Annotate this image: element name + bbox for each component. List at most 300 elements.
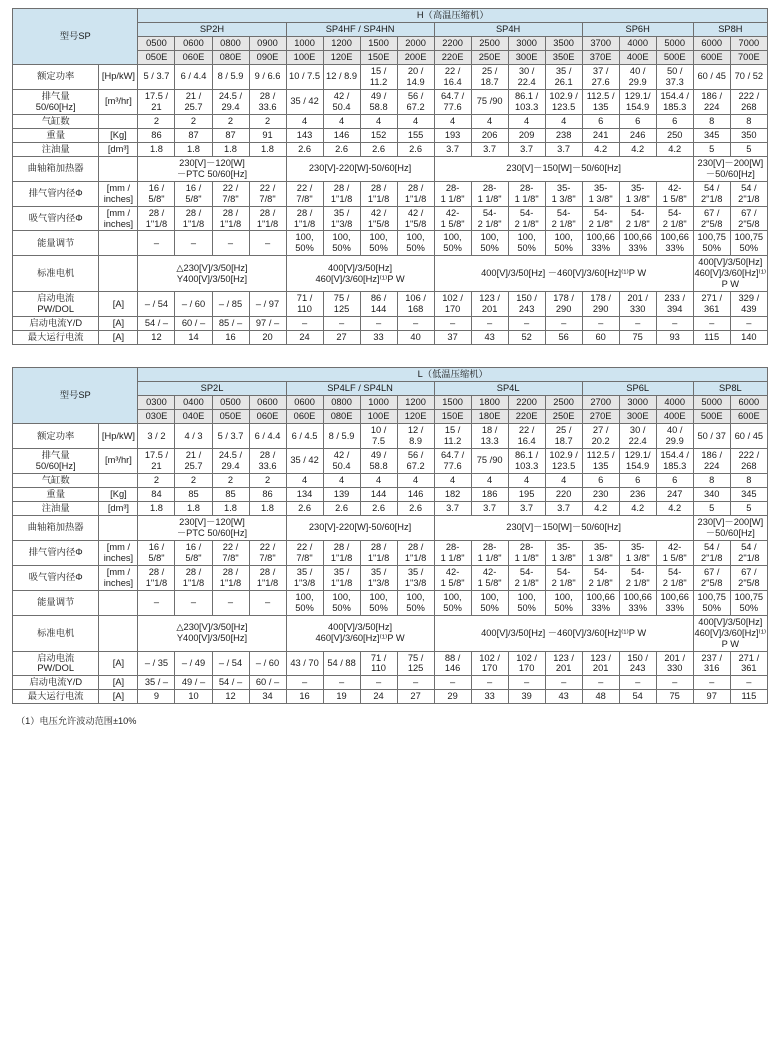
suction-pipe-value: 35 / 1"3/8	[360, 565, 397, 590]
weight-value: 186	[471, 487, 508, 501]
max-running-current-value: 43	[471, 331, 508, 345]
rated-power-value: 10 / 7.5	[286, 64, 323, 89]
row-label-suction-pipe: 吸气管内径Φ	[13, 565, 99, 590]
cylinders-value: 6	[582, 114, 619, 128]
discharge-pipe-value: 42- 1 5/8"	[656, 540, 693, 565]
max-running-current-value: 19	[323, 690, 360, 704]
capacity-control-value: 100,66 33%	[656, 590, 693, 615]
starting-current-yd-value: 54 / –	[138, 317, 175, 331]
discharge-pipe-value: 28 / 1"1/8	[360, 181, 397, 206]
cylinders-value: 4	[545, 473, 582, 487]
row-label-rated-power: 额定功率	[13, 64, 99, 89]
rated-power-value: 40 / 29.9	[656, 424, 693, 449]
model-code-bottom: 300E	[619, 410, 656, 424]
rated-power-value: 40 / 29.9	[619, 64, 656, 89]
weight-value: 238	[545, 128, 582, 142]
capacity-control-value: 100, 50%	[286, 231, 323, 256]
model-code-bottom: 270E	[582, 410, 619, 424]
model-code-bottom: 700E	[730, 50, 767, 64]
row-standard-motor	[13, 256, 768, 292]
starting-current-yd-value: –	[360, 317, 397, 331]
row-label-max-running-current: 最大运行电流	[13, 690, 99, 704]
table-h-body	[13, 9, 768, 345]
row-unit-a: [A]	[99, 651, 138, 676]
starting-current-yd-value: –	[545, 317, 582, 331]
starting-current-pw-value: 123 / 201	[471, 292, 508, 317]
model-header-cell: 型号SP	[13, 9, 138, 65]
starting-current-yd-value: 49 / –	[175, 676, 212, 690]
starting-current-pw-value: 88 / 146	[434, 651, 471, 676]
discharge-pipe-value: 22 / 7/8"	[249, 181, 286, 206]
starting-current-yd-value: –	[286, 676, 323, 690]
starting-current-yd-value: –	[730, 676, 767, 690]
cylinders-value: 4	[508, 473, 545, 487]
discharge-pipe-value: 28- 1 1/8"	[471, 540, 508, 565]
discharge-pipe-value: 28- 1 1/8"	[434, 181, 471, 206]
displacement-value: 112.5 / 135	[582, 449, 619, 474]
starting-current-pw-value: 54 / 88	[323, 651, 360, 676]
row-label-cylinders: 气缸数	[13, 114, 99, 128]
row-suction-pipe	[13, 565, 768, 590]
row-label-crankcase-heater: 曲轴箱加热器	[13, 156, 99, 181]
model-code-bottom: 100E	[360, 410, 397, 424]
starting-current-yd-value: –	[508, 317, 545, 331]
model-code-top: 2500	[545, 396, 582, 410]
capacity-control-value: 100, 50%	[397, 590, 434, 615]
starting-current-pw-value: 102 / 170	[508, 651, 545, 676]
displacement-value: 186 / 224	[693, 89, 730, 114]
model-code-bottom: 500E	[656, 50, 693, 64]
model-code-bottom: 600E	[730, 410, 767, 424]
row-unit-hpkw: [Hp/kW]	[99, 424, 138, 449]
capacity-control-value: 100, 50%	[545, 590, 582, 615]
starting-current-yd-value: –	[397, 676, 434, 690]
row-label-displacement-line1: 排气量	[41, 450, 70, 460]
weight-value: 345	[730, 487, 767, 501]
row-label-weight: 重量	[13, 128, 99, 142]
model-code-bottom: 500E	[693, 410, 730, 424]
oil-charge-value: 1.8	[138, 501, 175, 515]
row-label-suction-pipe: 吸气管内径Φ	[13, 206, 99, 231]
rated-power-value: 12 / 8.9	[397, 424, 434, 449]
model-code-top: 0800	[212, 36, 249, 50]
suction-pipe-value: 67 / 2"5/8	[693, 565, 730, 590]
weight-value: 350	[730, 128, 767, 142]
suction-pipe-value: 54- 2 1/8"	[582, 565, 619, 590]
row-rated-power	[13, 424, 768, 449]
model-code-top: 0500	[138, 36, 175, 50]
cylinders-value: 8	[730, 114, 767, 128]
oil-charge-value: 2.6	[286, 142, 323, 156]
cylinders-value: 6	[582, 473, 619, 487]
row-cylinders	[13, 473, 768, 487]
row-discharge-pipe	[13, 181, 768, 206]
standard-motor-value: △230[V]/3/50[Hz] Y400[V]/3/50[Hz]	[138, 615, 286, 651]
unit-mm-line2: inches]	[103, 193, 134, 204]
oil-charge-value: 5	[730, 142, 767, 156]
model-code-top: 2000	[397, 36, 434, 50]
model-code-bottom: 050E	[212, 410, 249, 424]
row-unit-dm3: [dm³]	[99, 501, 138, 515]
capacity-control-value: 100,75 50%	[730, 590, 767, 615]
displacement-value: 24.5 / 29.4	[212, 89, 249, 114]
discharge-pipe-value: 35- 1 3/8"	[545, 181, 582, 206]
cylinders-value: 4	[360, 114, 397, 128]
row-label-discharge-pipe: 排气管内径Φ	[13, 181, 99, 206]
weight-value: 195	[508, 487, 545, 501]
cylinders-value: 2	[249, 473, 286, 487]
row-standard-motor	[13, 615, 768, 651]
starting-current-pw-value: – / 60	[249, 651, 286, 676]
model-code-bottom: 080E	[212, 50, 249, 64]
suction-pipe-value: 54- 2 1/8"	[545, 565, 582, 590]
suction-pipe-value: 28 / 1"1/8	[212, 206, 249, 231]
starting-current-pw-value: – / 60	[175, 292, 212, 317]
starting-current-yd-value: –	[323, 676, 360, 690]
row-unit-mm-inches	[99, 181, 138, 206]
model-code-bottom: 120E	[323, 50, 360, 64]
rated-power-value: 5 / 3.7	[138, 64, 175, 89]
displacement-value: 186 / 224	[693, 449, 730, 474]
oil-charge-value: 4.2	[656, 142, 693, 156]
discharge-pipe-value: 16 / 5/8"	[138, 540, 175, 565]
oil-charge-value: 4.2	[582, 142, 619, 156]
capacity-control-value: 100, 50%	[323, 590, 360, 615]
rated-power-value: 6 / 4.5	[286, 424, 323, 449]
model-code-top: 2500	[471, 36, 508, 50]
cylinders-value: 6	[619, 473, 656, 487]
row-discharge-pipe	[13, 540, 768, 565]
row-unit-m3hr: [m³/hr]	[99, 89, 138, 114]
capacity-control-value: –	[138, 590, 175, 615]
oil-charge-value: 4.2	[656, 501, 693, 515]
family-header-sp4l: SP4L	[434, 382, 582, 396]
rated-power-value: 22 / 16.4	[434, 64, 471, 89]
suction-pipe-value: 28 / 1"1/8	[286, 206, 323, 231]
oil-charge-value: 1.8	[249, 501, 286, 515]
starting-current-pw-value: – / 85	[212, 292, 249, 317]
rated-power-value: 60 / 45	[693, 64, 730, 89]
suction-pipe-value: 35 / 1"1/8	[323, 565, 360, 590]
row-unit-dm3: [dm³]	[99, 142, 138, 156]
displacement-value: 112.5 / 135	[582, 89, 619, 114]
capacity-control-value: 100,66 33%	[582, 231, 619, 256]
max-running-current-value: 52	[508, 331, 545, 345]
weight-value: 134	[286, 487, 323, 501]
oil-charge-value: 4.2	[619, 142, 656, 156]
displacement-value: 21 / 25.7	[175, 89, 212, 114]
discharge-pipe-value: 16 / 5/8"	[175, 181, 212, 206]
weight-value: 87	[175, 128, 212, 142]
row-weight	[13, 128, 768, 142]
weight-value: 143	[286, 128, 323, 142]
rated-power-value: 6 / 4.4	[175, 64, 212, 89]
family-header-sp6l: SP6L	[582, 382, 693, 396]
row-starting-current-pw	[13, 292, 768, 317]
displacement-value: 75 /90	[471, 449, 508, 474]
discharge-pipe-value: 28 / 1"1/8	[323, 540, 360, 565]
suction-pipe-value: 28 / 1"1/8	[249, 565, 286, 590]
weight-value: 247	[656, 487, 693, 501]
capacity-control-value: 100,75 50%	[730, 231, 767, 256]
cylinders-value: 2	[212, 473, 249, 487]
unit-mm-line1: [mm /	[106, 541, 131, 552]
displacement-value: 49 / 58.8	[360, 449, 397, 474]
discharge-pipe-value: 16 / 5/8"	[138, 181, 175, 206]
row-oil-charge	[13, 501, 768, 515]
model-header-cell: 型号SP	[13, 368, 138, 424]
standard-motor-value: 400[V]/3/50[Hz] 460[V]/3/60[Hz]⁽¹⁾P W	[693, 256, 767, 292]
max-running-current-value: 29	[434, 690, 471, 704]
starting-current-yd-value: –	[286, 317, 323, 331]
model-code-bottom: 220E	[508, 410, 545, 424]
starting-current-pw-value: 43 / 70	[286, 651, 323, 676]
suction-pipe-value: 42- 1 5/8"	[434, 206, 471, 231]
footnote-voltage-tolerance: （1）电压允许波动范围±10%	[16, 716, 137, 727]
starting-current-yd-value: –	[508, 676, 545, 690]
row-label-displacement-line2: 50/60[Hz]	[35, 460, 76, 471]
row-unit-empty	[99, 156, 138, 181]
model-code-bottom: 100E	[286, 50, 323, 64]
model-code-bottom: 250E	[545, 410, 582, 424]
weight-value: 230	[582, 487, 619, 501]
discharge-pipe-value: 54 / 2"1/8	[693, 540, 730, 565]
model-code-top: 6000	[693, 36, 730, 50]
row-unit-empty	[99, 473, 138, 487]
family-header-sp4h: SP4H	[434, 22, 582, 36]
max-running-current-value: 56	[545, 331, 582, 345]
max-running-current-value: 10	[175, 690, 212, 704]
weight-value: 220	[545, 487, 582, 501]
model-code-bottom: 040E	[175, 410, 212, 424]
row-label-crankcase-heater: 曲轴箱加热器	[13, 515, 99, 540]
discharge-pipe-value: 22 / 7/8"	[249, 540, 286, 565]
model-code-bottom: 250E	[471, 50, 508, 64]
row-label-oil-charge: 注油量	[13, 501, 99, 515]
row-unit-m3hr: [m³/hr]	[99, 449, 138, 474]
discharge-pipe-value: 35- 1 3/8"	[619, 181, 656, 206]
model-code-bottom: 400E	[619, 50, 656, 64]
displacement-value: 86.1 / 103.3	[508, 89, 545, 114]
starting-current-pw-value: – / 54	[138, 292, 175, 317]
weight-value: 345	[693, 128, 730, 142]
cylinders-value: 2	[175, 473, 212, 487]
capacity-control-value: 100,66 33%	[619, 231, 656, 256]
model-code-top: 7000	[730, 36, 767, 50]
row-max-running-current	[13, 690, 768, 704]
max-running-current-value: 54	[619, 690, 656, 704]
max-running-current-value: 48	[582, 690, 619, 704]
suction-pipe-value: 54- 2 1/8"	[508, 206, 545, 231]
rated-power-value: 30 / 22.4	[619, 424, 656, 449]
rated-power-value: 27 / 20.2	[582, 424, 619, 449]
model-code-top: 0400	[175, 396, 212, 410]
unit-mm-line2: inches]	[103, 577, 134, 588]
row-label-capacity-control: 能量调节	[13, 231, 99, 256]
crankcase-heater-value: 230[V]－150[W]－50/60[Hz]	[434, 515, 693, 540]
starting-current-pw-value: 201 / 330	[619, 292, 656, 317]
displacement-value: 21 / 25.7	[175, 449, 212, 474]
discharge-pipe-value: 28- 1 1/8"	[508, 181, 545, 206]
capacity-control-value: –	[249, 590, 286, 615]
capacity-control-value: –	[175, 231, 212, 256]
rated-power-value: 15 / 11.2	[434, 424, 471, 449]
discharge-pipe-value: 28 / 1"1/8	[397, 181, 434, 206]
oil-charge-value: 1.8	[138, 142, 175, 156]
displacement-value: 129.1/ 154.9	[619, 449, 656, 474]
rated-power-value: 8 / 5.9	[212, 64, 249, 89]
starting-current-yd-value: –	[656, 676, 693, 690]
max-running-current-value: 14	[175, 331, 212, 345]
model-code-bottom: 600E	[693, 50, 730, 64]
unit-mm-line1: [mm /	[106, 182, 131, 193]
model-code-top: 1800	[471, 396, 508, 410]
model-code-top: 0800	[323, 396, 360, 410]
starting-current-pw-value: 150 / 243	[508, 292, 545, 317]
capacity-control-value: –	[138, 231, 175, 256]
capacity-control-value: 100, 50%	[545, 231, 582, 256]
max-running-current-value: 43	[545, 690, 582, 704]
displacement-value: 64.7 / 77.6	[434, 89, 471, 114]
starting-current-yd-value: –	[730, 317, 767, 331]
starting-current-pw-value: 75 / 125	[397, 651, 434, 676]
model-code-top: 1000	[360, 396, 397, 410]
model-code-bottom: 350E	[545, 50, 582, 64]
displacement-value: 86.1 / 103.3	[508, 449, 545, 474]
row-label-starting-current-pw	[13, 292, 99, 317]
rated-power-value: 12 / 8.9	[323, 64, 360, 89]
max-running-current-value: 97	[693, 690, 730, 704]
starting-current-pw-value: – / 49	[175, 651, 212, 676]
starting-current-line2: PW/DOL	[37, 304, 75, 315]
starting-current-yd-value: –	[434, 676, 471, 690]
starting-current-yd-value: –	[656, 317, 693, 331]
oil-charge-value: 5	[693, 501, 730, 515]
family-header-sp2l: SP2L	[138, 382, 286, 396]
row-weight	[13, 487, 768, 501]
weight-value: 139	[323, 487, 360, 501]
displacement-value: 28 / 33.6	[249, 89, 286, 114]
row-label-displacement	[13, 449, 99, 474]
family-header-sp4lf: SP4LF / SP4LN	[286, 382, 434, 396]
model-code-top: 0900	[249, 36, 286, 50]
starting-current-line1: 启动电流	[37, 652, 75, 663]
model-code-bottom: 080E	[323, 410, 360, 424]
crankcase-heater-value: 230[V]－200[W] －50/60[Hz]	[693, 515, 767, 540]
rated-power-value: 22 / 16.4	[508, 424, 545, 449]
starting-current-pw-value: 237 / 316	[693, 651, 730, 676]
discharge-pipe-value: 35- 1 3/8"	[545, 540, 582, 565]
starting-current-pw-value: 201 / 330	[656, 651, 693, 676]
row-unit-a: [A]	[99, 331, 138, 345]
discharge-pipe-value: 22 / 7/8"	[212, 540, 249, 565]
starting-current-pw-value: 150 / 243	[619, 651, 656, 676]
weight-value: 182	[434, 487, 471, 501]
row-max-running-current	[13, 331, 768, 345]
model-code-bottom: 060E	[175, 50, 212, 64]
standard-motor-value: △230[V]/3/50[Hz] Y400[V]/3/50[Hz]	[138, 256, 286, 292]
rated-power-value: 35 / 26.1	[545, 64, 582, 89]
model-code-top: 0600	[175, 36, 212, 50]
cylinders-value: 4	[397, 473, 434, 487]
spec-table-low-temp	[12, 367, 768, 704]
capacity-control-value: 100,66 33%	[582, 590, 619, 615]
model-code-bottom: 150E	[360, 50, 397, 64]
crankcase-heater-value: 230[V]－200[W] －50/60[Hz]	[693, 156, 767, 181]
weight-value: 85	[212, 487, 249, 501]
displacement-value: 42 / 50.4	[323, 449, 360, 474]
rated-power-value: 4 / 3	[175, 424, 212, 449]
model-code-bottom: 220E	[434, 50, 471, 64]
max-running-current-value: 16	[212, 331, 249, 345]
max-running-current-value: 12	[138, 331, 175, 345]
suction-pipe-value: 54- 2 1/8"	[582, 206, 619, 231]
family-header-sp8h: SP8H	[693, 22, 767, 36]
discharge-pipe-value: 35- 1 3/8"	[582, 181, 619, 206]
model-code-bottom: 090E	[249, 50, 286, 64]
starting-current-yd-value: –	[693, 317, 730, 331]
discharge-pipe-value: 54 / 2"1/8	[730, 540, 767, 565]
model-code-top: 2200	[508, 396, 545, 410]
max-running-current-value: 24	[286, 331, 323, 345]
cylinders-value: 4	[323, 473, 360, 487]
cylinders-value: 4	[434, 114, 471, 128]
oil-charge-value: 2.6	[360, 501, 397, 515]
cylinders-value: 4	[434, 473, 471, 487]
suction-pipe-value: 54- 2 1/8"	[656, 565, 693, 590]
starting-current-pw-value: – / 35	[138, 651, 175, 676]
discharge-pipe-value: 28- 1 1/8"	[471, 181, 508, 206]
weight-value: 85	[175, 487, 212, 501]
suction-pipe-value: 67 / 2"5/8	[730, 565, 767, 590]
crankcase-heater-value: 230[V]－120[W] －PTC 50/60[Hz]	[138, 156, 286, 181]
discharge-pipe-value: 54 / 2"1/8	[730, 181, 767, 206]
model-code-bottom: 300E	[508, 50, 545, 64]
oil-charge-value: 2.6	[397, 501, 434, 515]
header-row-temp-class	[13, 9, 768, 23]
max-running-current-value: 140	[730, 331, 767, 345]
header-row-temp-class	[13, 368, 768, 382]
row-unit-a: [A]	[99, 690, 138, 704]
rated-power-value: 25 / 18.7	[471, 64, 508, 89]
rated-power-value: 8 / 5.9	[323, 424, 360, 449]
model-code-top: 1000	[286, 36, 323, 50]
starting-current-pw-value: 106 / 168	[397, 292, 434, 317]
starting-current-pw-value: 178 / 290	[545, 292, 582, 317]
model-code-top: 6000	[730, 396, 767, 410]
standard-motor-value: 400[V]/3/50[Hz] 460[V]/3/60[Hz]⁽¹⁾P W	[286, 615, 434, 651]
starting-current-pw-value: 178 / 290	[582, 292, 619, 317]
displacement-value: 222 / 268	[730, 449, 767, 474]
family-header-sp8l: SP8L	[693, 382, 767, 396]
discharge-pipe-value: 22 / 7/8"	[286, 181, 323, 206]
row-starting-current-pw	[13, 651, 768, 676]
capacity-control-value: –	[249, 231, 286, 256]
row-label-weight: 重量	[13, 487, 99, 501]
oil-charge-value: 2.6	[360, 142, 397, 156]
row-label-displacement-line1: 排气量	[41, 90, 70, 101]
starting-current-line1: 启动电流	[37, 293, 75, 304]
suction-pipe-value: 54- 2 1/8"	[471, 206, 508, 231]
oil-charge-value: 2.6	[286, 501, 323, 515]
model-code-bottom: 370E	[582, 50, 619, 64]
displacement-value: 129.1/ 154.9	[619, 89, 656, 114]
discharge-pipe-value: 42- 1 5/8"	[656, 181, 693, 206]
starting-current-yd-value: –	[471, 317, 508, 331]
discharge-pipe-value: 16 / 5/8"	[175, 540, 212, 565]
weight-value: 236	[619, 487, 656, 501]
oil-charge-value: 3.7	[434, 142, 471, 156]
